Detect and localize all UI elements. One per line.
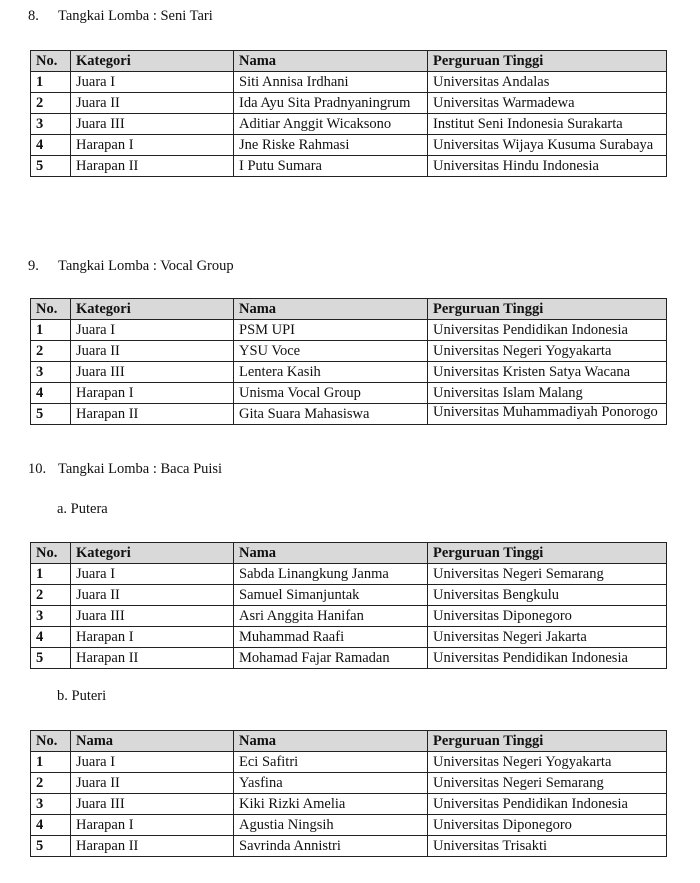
table-cell: 2 [31, 773, 71, 794]
table-cell: Harapan II [71, 836, 234, 857]
table-cell: 5 [31, 648, 71, 669]
table-row [31, 135, 667, 156]
table-cell: Harapan I [71, 135, 234, 156]
column-header: Nama [234, 543, 428, 564]
table-cell: Eci Safitri [234, 752, 428, 773]
column-header: No. [31, 543, 71, 564]
table-cell: Universitas Diponegoro [428, 606, 667, 627]
table-row [31, 72, 667, 93]
column-header: Nama [234, 731, 428, 752]
section-heading-vocal-group [28, 258, 234, 275]
table-cell: YSU Voce [234, 341, 428, 362]
table-cell: Universitas Islam Malang [428, 383, 667, 404]
table-cell: Unisma Vocal Group [234, 383, 428, 404]
section-title: Tangkai Lomba : Baca Puisi [58, 461, 223, 477]
table-cell: Muhammad Raafi [234, 627, 428, 648]
table-row [31, 320, 667, 341]
column-header: No. [31, 51, 71, 72]
table-cell: Universitas Wijaya Kusuma Surabaya [428, 135, 667, 156]
results-table-vocal-group [30, 298, 667, 425]
column-header: Perguruan Tinggi [428, 299, 667, 320]
column-header: Kategori [71, 51, 234, 72]
column-header: Nama [234, 51, 428, 72]
column-header: Kategori [71, 299, 234, 320]
table-row [31, 404, 667, 425]
table-row [31, 383, 667, 404]
results-table-seni-tari [30, 50, 667, 177]
table-cell: Universitas Negeri Jakarta [428, 627, 667, 648]
table-cell: Gita Suara Mahasiswa [234, 404, 428, 425]
table-cell: I Putu Sumara [234, 156, 428, 177]
table-row [31, 836, 667, 857]
section-title: Tangkai Lomba : Seni Tari [58, 8, 213, 24]
table-cell: 4 [31, 383, 71, 404]
table-cell: Universitas Muhammadiyah Ponorogo [428, 404, 667, 425]
table-cell: Juara I [71, 752, 234, 773]
column-header: Perguruan Tinggi [428, 543, 667, 564]
table-cell: Kiki Rizki Amelia [234, 794, 428, 815]
table-cell: Juara III [71, 794, 234, 815]
table-cell: Universitas Negeri Semarang [428, 773, 667, 794]
table-cell: Aditiar Anggit Wicaksono [234, 114, 428, 135]
subsection-heading-puteri: b. Puteri [57, 688, 107, 704]
table-cell: Juara II [71, 585, 234, 606]
table-cell: Siti Annisa Irdhani [234, 72, 428, 93]
table-cell: Universitas Negeri Yogyakarta [428, 341, 667, 362]
table-cell: Savrinda Annistri [234, 836, 428, 857]
table-cell: Lentera Kasih [234, 362, 428, 383]
column-header: Kategori [71, 543, 234, 564]
table-cell: Harapan I [71, 815, 234, 836]
table-cell: Jne Riske Rahmasi [234, 135, 428, 156]
table-row [31, 773, 667, 794]
table-row [31, 794, 667, 815]
section-heading-seni-tari [28, 8, 213, 25]
table-cell: Yasfina [234, 773, 428, 794]
table-row [31, 752, 667, 773]
column-header: Perguruan Tinggi [428, 731, 667, 752]
table-cell: Juara I [71, 564, 234, 585]
table-row [31, 585, 667, 606]
table-row [31, 156, 667, 177]
column-header: No. [31, 731, 71, 752]
table-cell: Harapan II [71, 404, 234, 425]
table-header-row [31, 543, 667, 564]
table-cell: 3 [31, 114, 71, 135]
table-cell: 3 [31, 606, 71, 627]
table-cell: 4 [31, 815, 71, 836]
table-cell: Universitas Hindu Indonesia [428, 156, 667, 177]
table-cell: 2 [31, 93, 71, 114]
table-cell: Institut Seni Indonesia Surakarta [428, 114, 667, 135]
table-cell: 4 [31, 135, 71, 156]
table-cell: Universitas Andalas [428, 72, 667, 93]
table-cell: Universitas Pendidikan Indonesia [428, 648, 667, 669]
table-cell: Universitas Pendidikan Indonesia [428, 320, 667, 341]
table-cell: Universitas Negeri Semarang [428, 564, 667, 585]
column-header: No. [31, 299, 71, 320]
section-number: 8. [28, 8, 39, 24]
table-cell: 1 [31, 320, 71, 341]
table-cell: 2 [31, 585, 71, 606]
section-number: 10. [28, 461, 47, 477]
subsection-heading-putera: a. Putera [57, 501, 108, 517]
table-cell: 1 [31, 72, 71, 93]
table-cell: Juara II [71, 341, 234, 362]
section-title: Tangkai Lomba : Vocal Group [58, 258, 234, 274]
table-cell: 5 [31, 156, 71, 177]
column-header: Nama [71, 731, 234, 752]
table-row [31, 362, 667, 383]
table-cell: Juara III [71, 362, 234, 383]
table-row [31, 627, 667, 648]
table-cell: 5 [31, 404, 71, 425]
table-cell: Harapan II [71, 648, 234, 669]
table-cell: Asri Anggita Hanifan [234, 606, 428, 627]
table-row [31, 648, 667, 669]
table-cell: 1 [31, 564, 71, 585]
table-cell: Juara I [71, 72, 234, 93]
table-cell: 5 [31, 836, 71, 857]
table-cell: Juara III [71, 114, 234, 135]
table-cell: Universitas Kristen Satya Wacana [428, 362, 667, 383]
table-row [31, 93, 667, 114]
table-cell: Universitas Negeri Yogyakarta [428, 752, 667, 773]
table-row [31, 606, 667, 627]
column-header: Nama [234, 299, 428, 320]
table-header-row [31, 299, 667, 320]
table-cell: 3 [31, 362, 71, 383]
table-header-row [31, 731, 667, 752]
table-cell: Universitas Warmadewa [428, 93, 667, 114]
column-header: Perguruan Tinggi [428, 51, 667, 72]
table-cell: Ida Ayu Sita Pradnyaningrum [234, 93, 428, 114]
table-cell: Juara II [71, 93, 234, 114]
results-table-puteri [30, 730, 667, 857]
table-cell: Universitas Pendidikan Indonesia [428, 794, 667, 815]
table-cell: Mohamad Fajar Ramadan [234, 648, 428, 669]
table-row [31, 341, 667, 362]
table-cell: Harapan II [71, 156, 234, 177]
table-cell: 2 [31, 341, 71, 362]
table-cell: Universitas Trisakti [428, 836, 667, 857]
table-cell: PSM UPI [234, 320, 428, 341]
table-row [31, 815, 667, 836]
table-row [31, 114, 667, 135]
table-cell: Universitas Diponegoro [428, 815, 667, 836]
results-table-putera [30, 542, 667, 669]
table-cell: Harapan I [71, 383, 234, 404]
table-cell: 3 [31, 794, 71, 815]
table-cell: Sabda Linangkung Janma [234, 564, 428, 585]
table-cell: 4 [31, 627, 71, 648]
section-number: 9. [28, 258, 39, 274]
section-heading-baca-puisi [28, 461, 222, 478]
table-cell: Samuel Simanjuntak [234, 585, 428, 606]
table-cell: Juara I [71, 320, 234, 341]
table-cell: 1 [31, 752, 71, 773]
table-cell: Universitas Bengkulu [428, 585, 667, 606]
table-cell: Juara II [71, 773, 234, 794]
table-header-row [31, 51, 667, 72]
table-cell: Harapan I [71, 627, 234, 648]
table-cell: Juara III [71, 606, 234, 627]
table-cell: Agustia Ningsih [234, 815, 428, 836]
table-row [31, 564, 667, 585]
